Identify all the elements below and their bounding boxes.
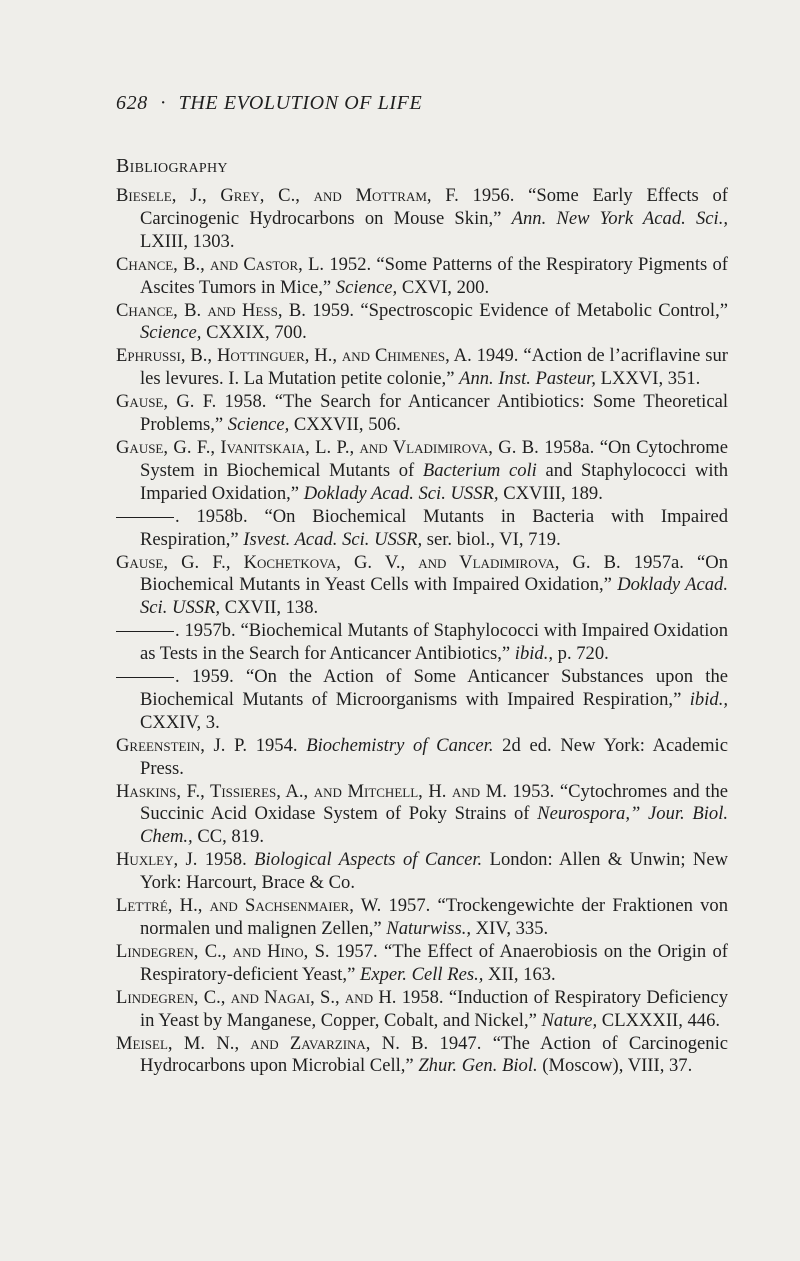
bibliography-entry [116, 437, 728, 506]
entry-authors: Gause, G. F., Kochetkova, G. V., and Vladimirova, G. B. [116, 551, 621, 573]
entry-authors: Lettré, H., and Sachsenmaier, W. [116, 895, 382, 917]
ditto-dash [116, 677, 174, 678]
entry-journal: Science, [227, 414, 290, 436]
entry-volume: CC, 819. [192, 826, 264, 848]
bibliography-entry [116, 620, 728, 666]
bibliography-entry [116, 552, 728, 621]
section-title: Bibliography [116, 155, 228, 177]
bibliography-entry [116, 300, 728, 346]
entry-journal: Isvest. Acad. Sci. USSR, [243, 528, 423, 550]
entry-text: 1956. “Some Early Effects of Carcinogenic Hydrocarbons on Mouse Skin,” [140, 185, 728, 229]
running-title: THE EVOLUTION OF LIFE [178, 92, 423, 114]
entry-volume: p. 720. [553, 643, 609, 665]
bibliography-entry [116, 987, 728, 1033]
bibliography-entry [116, 941, 728, 987]
bibliography-list [116, 185, 728, 1078]
entry-text [640, 803, 648, 824]
entry-volume: XII, 163. [483, 963, 556, 985]
entry-text: 1958. “Induction of Respiratory Deficiency in Yeast by Manganese, Copper, Cobalt, and Nickel,” [140, 986, 728, 1031]
entry-journal: Biochemistry of Cancer. [306, 734, 494, 756]
entry-text: . 1957b. “Biochemical Mutants of Staphylococci with Impaired Oxidation as Tests in the Search for Anticancer Antibiotics,” [140, 620, 728, 665]
bibliography-entry [116, 735, 728, 781]
entry-volume: London: Allen & Unwin; New York: Harcourt, Brace & Co. [140, 849, 729, 894]
entry-volume: XIV, 335. [471, 918, 549, 939]
entry-volume: CXXVII, 506. [289, 414, 401, 436]
bibliography-entry [116, 781, 728, 850]
entry-italic-term: Bacterium coli [422, 459, 537, 481]
bibliography-entry [116, 1033, 728, 1079]
header-separator: · [160, 92, 167, 114]
entry-text: 1958. “The Search for Anticancer Antibiotics: Some Theoretical Problems,” [140, 391, 728, 436]
entry-authors: Lindegren, C., and Nagai, S., and H. [116, 986, 397, 1008]
entry-volume: CXVII, 138. [220, 597, 319, 619]
entry-journal: Biological Aspects of Cancer. [254, 849, 483, 871]
entry-italic-term: Neurospora,” [537, 803, 641, 825]
entry-journal: ibid., [514, 643, 554, 665]
entry-volume: (Moscow), VIII, 37. [537, 1055, 693, 1077]
entry-journal: Science, [335, 276, 398, 298]
entry-volume: LXIII, 1303. [140, 230, 235, 252]
entry-authors: Gause, G. F. [116, 391, 217, 413]
entry-journal: ibid., [689, 688, 728, 710]
entry-journal: Doklady Acad. Sci. USSR, [140, 574, 728, 619]
ditto-dash [116, 631, 174, 632]
bibliography-entry [116, 506, 728, 552]
entry-journal: Nature, [541, 1009, 598, 1031]
bibliography-entry [116, 666, 728, 735]
running-head [116, 92, 422, 115]
bibliography-entry [116, 345, 728, 391]
entry-text: 1959. “Spectroscopic Evidence of Metabolic Control,” [305, 299, 728, 321]
entry-journal: Naturwiss., [386, 918, 472, 939]
entry-journal: Doklady Acad. Sci. USSR, [303, 482, 499, 504]
ditto-dash [116, 517, 174, 518]
entry-volume: 2d ed. New York: Academic Press. [140, 734, 728, 779]
entry-journal: Exper. Cell Res., [359, 963, 484, 985]
entry-volume: CXXIV, 3. [140, 711, 220, 733]
entry-journal: Science, [140, 322, 202, 344]
entry-volume: CLXXXII, 446. [597, 1009, 721, 1031]
entry-journal: Zhur. Gen. Biol. [418, 1055, 538, 1077]
bibliography-entry [116, 254, 728, 300]
entry-text: 1949. “Action de l’acriflavine sur les levures. I. La Mutation petite colonie,” [140, 345, 728, 390]
entry-volume: ser. biol., VI, 719. [422, 528, 561, 550]
entry-text: 1957a. “On Biochemical Mutants in Yeast Cells with Impaired Oxidation,” [140, 551, 728, 596]
entry-text: 1954. [247, 734, 307, 756]
entry-authors: Haskins, F., Tissieres, A., and Mitchell, H. and M. [116, 780, 507, 802]
entry-text: 1947. “The Action of Carcinogenic Hydrocarbons upon Microbial Cell,” [140, 1032, 729, 1077]
entry-text: 1958a. “On Cytochrome System in Biochemical Mutants of [140, 436, 728, 481]
entry-text: 1957. “The Effect of Anaerobiosis on the Origin of Respiratory-deficient Yeast,” [140, 940, 728, 985]
entry-authors: Gause, G. F., Ivanitskaia, L. P., and Vladimirova, G. B. [116, 436, 539, 458]
entry-text: . 1959. “On the Action of Some Anticancer Substances upon the Biochemical Mutants of Microorganisms with Impaired Respiration,” [140, 666, 728, 710]
entry-authors: Chance, B., and Castor, L. [116, 253, 325, 275]
entry-journal: Ann. Inst. Pasteur, [459, 368, 596, 390]
bibliography-entry [116, 391, 728, 437]
entry-volume: CXXIX, 700. [201, 322, 307, 344]
entry-authors: Huxley, J. [116, 849, 198, 871]
entry-volume: LXXVI, 351. [595, 368, 701, 390]
entry-text: 1958. [197, 849, 255, 871]
entry-text: 1957. “Trockengewichte der Fraktionen von normalen und malignen Zellen,” [140, 895, 728, 939]
entry-volume: CXVI, 200. [397, 276, 490, 298]
entry-journal: Jour. Biol. Chem., [140, 803, 729, 848]
entry-authors: Meisel, M. N., and Zavarzina, N. B. [116, 1032, 429, 1054]
entry-authors: Lindegren, C., and Hino, S. [116, 940, 330, 962]
entry-text: 1952. “Some Patterns of the Respiratory Pigments of Ascites Tumors in Mice,” [140, 253, 728, 298]
entry-authors: Biesele, J., Grey, C., and Mottram, F. [116, 185, 459, 206]
entry-authors: Greenstein, J. P. [116, 734, 248, 756]
bibliography-entry [116, 849, 728, 895]
entry-authors: Ephrussi, B., Hottinguer, H., and Chimenes, A. [116, 345, 472, 367]
page-number: 628 [116, 92, 148, 114]
bibliography-entry [116, 895, 728, 941]
entry-authors: Chance, B. and Hess, B. [116, 299, 306, 321]
entry-volume: CXVIII, 189. [498, 482, 603, 504]
bibliography-entry [116, 185, 728, 254]
entry-text: 1953. “Cytochromes and the Succinic Acid Oxidase System of Poky Strains of [140, 780, 728, 825]
entry-journal: Ann. New York Acad. Sci., [511, 207, 728, 229]
entry-text: . 1958b. “On Biochemical Mutants in Bacteria with Impaired Respiration,” [140, 505, 728, 550]
entry-text: and Staphylococci with Imparied Oxidation,” [140, 459, 728, 504]
